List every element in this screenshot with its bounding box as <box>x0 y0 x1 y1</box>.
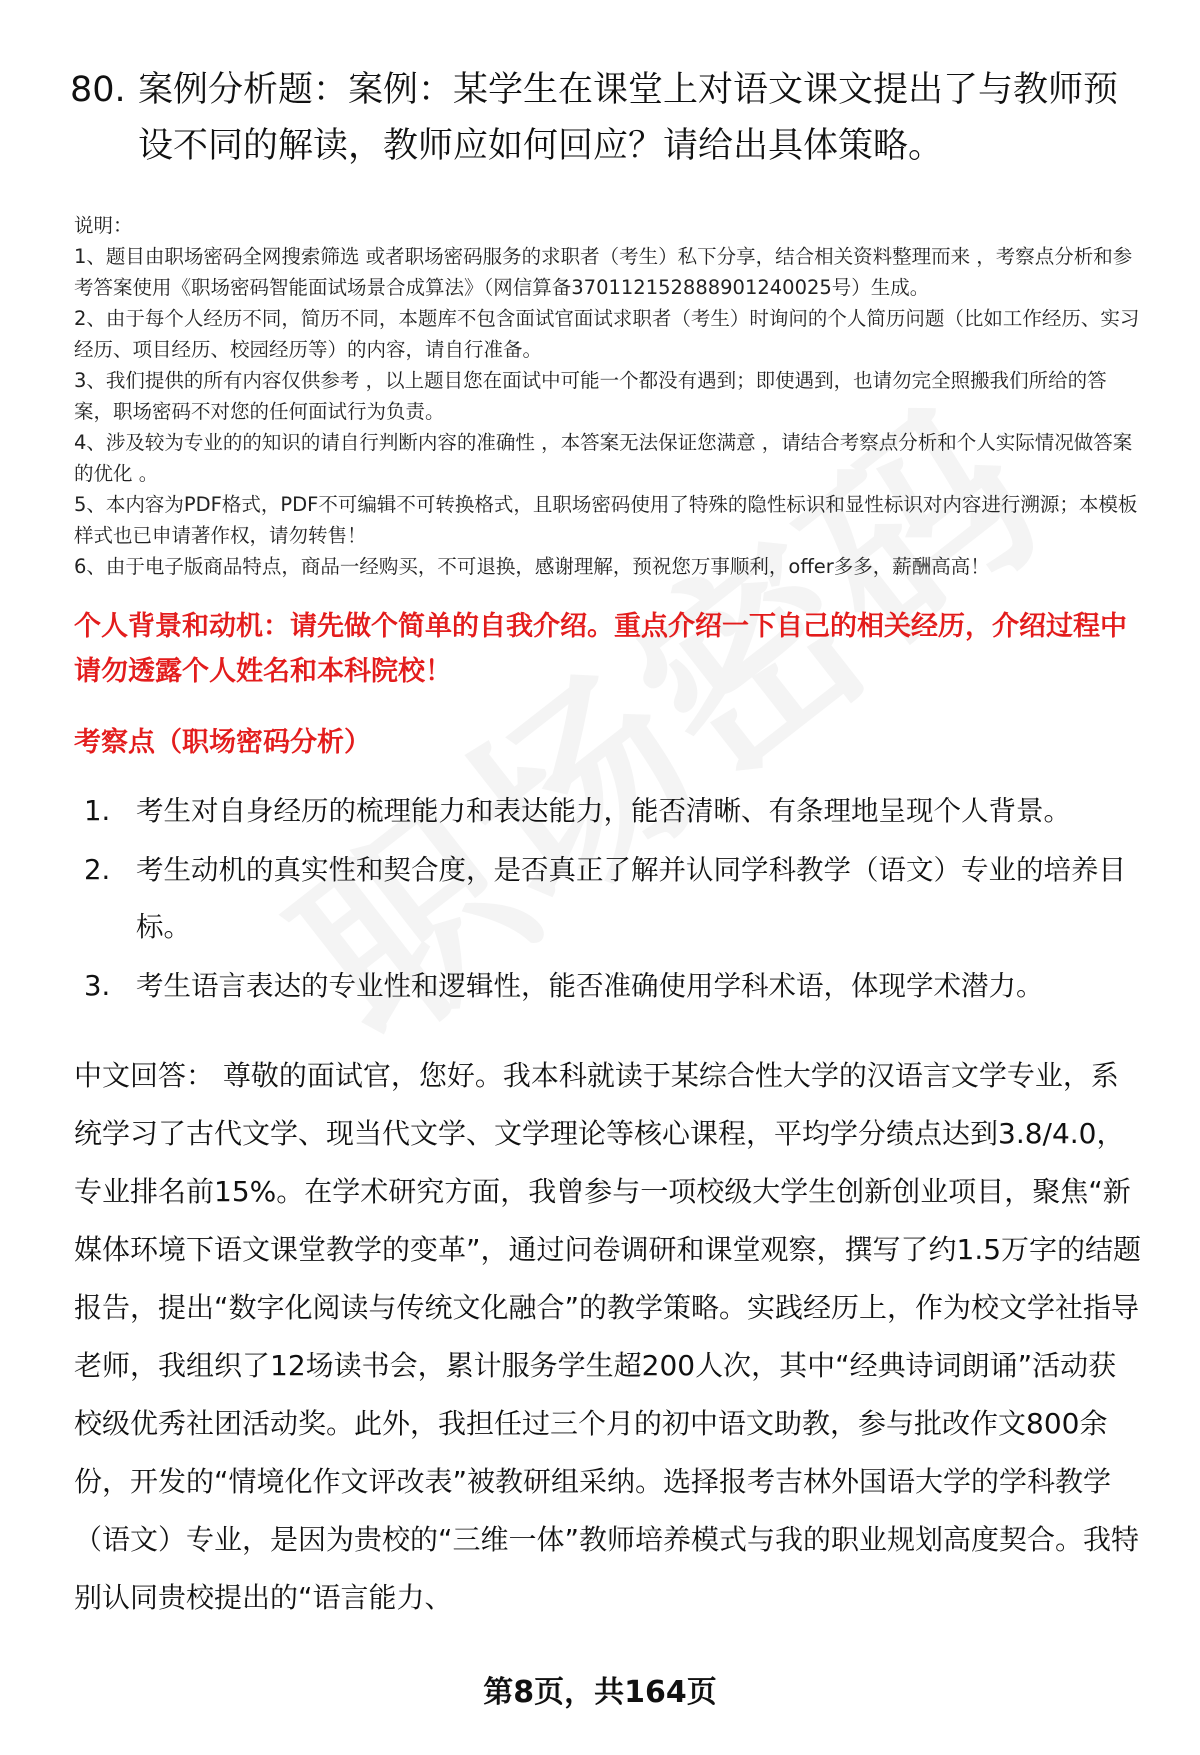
note-item: 2、由于每个人经历不同，简历不同，本题库不包含面试官面试求职者（考生）时询问的个人简历问题（比如工作经历、实习经历、项目经历、校园经历等）的内容，请自行准备。 <box>74 307 1140 361</box>
assessment-points-title: 考察点（职场密码分析） <box>74 727 371 758</box>
list-item-text: 考生语言表达的专业性和逻辑性，能否准确使用学科术语，体现学术潜力。 <box>136 970 1044 1002</box>
list-item-number: 1. <box>84 795 111 827</box>
note-item: 6、由于电子版商品特点，商品一经购买，不可退换，感谢理解，预祝您万事顺利，offer多多，薪酬高高！ <box>74 555 990 578</box>
note-item: 1、题目由职场密码全网搜索筛选 或者职场密码服务的求职者（考生）私下分享，结合相关资料整理而来 ，考察点分析和参考答案使用《职场密码智能面试场景合成算法》（网信算备370112152888901240025号）生成。 <box>74 245 1133 299</box>
note-item: 3、我们提供的所有内容仅供参考 ，以上题目您在面试中可能一个都没有遇到；即使遇到，也请勿完全照搬我们所给的答案，职场密码不对您的任何面试行为负责。 <box>74 369 1107 423</box>
page-footer: 第8页，共164页 <box>483 1675 717 1710</box>
section-title: 个人背景和动机：请先做个简单的自我介绍。重点介绍一下自己的相关经历，介绍过程中请勿透露个人姓名和本科院校！ <box>74 611 1127 687</box>
note-item: 4、涉及较为专业的的知识的请自行判断内容的准确性 ，本答案无法保证您满意 ，请结合考察点分析和个人实际情况做答案的优化 。 <box>74 431 1133 485</box>
list-item <box>70 842 1144 956</box>
question-text: 案例分析题：案例：某学生在课堂上对语文课文提出了与教师预设不同的解读，教师应如何回应？请给出具体策略。 <box>138 70 1119 166</box>
answer-paragraph: 中文回答： 尊敬的面试官，您好。我本科就读于某综合性大学的汉语言文学专业，系统学习了古代文学、现当代文学、文学理论等核心课程，平均学分绩点达到3.8/4.0，专业排名前15%。在学术研究方面，我曾参与一项校级大学生创新创业项目，聚焦“新媒体环境下语文课堂教学的变革”，通过问卷调研和课堂观察，撰写了约1.5万字的结题报告，提出“数字化阅读与传统文化融合”的教学策略。实践经历上，作为校文学社指导老师，我组织了12场读书会，累计服务学生超200人次，其中“经典诗词朗诵”活动获校级优秀社团活动奖。此外，我担任过三个月的初中语文助教，参与批改作文800余份，开发的“情境化作文评改表”被教研组采纳。选择报考吉林外国语大学的学科教学（语文）专业，是因为贵校的“三维一体”教师培养模式与我的职业规划高度契合。我特别认同贵校提出的“语言能力、 <box>74 1059 1142 1614</box>
disclaimer-notes <box>74 210 1144 582</box>
question-number: 80. <box>70 70 126 110</box>
list-item-text: 考生对自身经历的梳理能力和表达能力，能否清晰、有条理地呈现个人背景。 <box>136 795 1071 827</box>
notes-heading: 说明： <box>74 214 133 237</box>
list-item-number: 2. <box>84 854 111 886</box>
note-item: 5、本内容为PDF格式，PDF不可编辑不可转换格式，且职场密码使用了特殊的隐性标识和显性标识对内容进行溯源；本模板样式也已申请著作权，请勿转售！ <box>74 493 1138 547</box>
question-heading <box>70 62 1144 174</box>
list-item-number: 3. <box>84 970 111 1002</box>
assessment-points-list <box>70 783 1144 1015</box>
list-item-text: 考生动机的真实性和契合度，是否真正了解并认同学科教学（语文）专业的培养目标。 <box>136 854 1126 943</box>
list-item <box>70 783 1144 840</box>
list-item <box>70 958 1144 1015</box>
